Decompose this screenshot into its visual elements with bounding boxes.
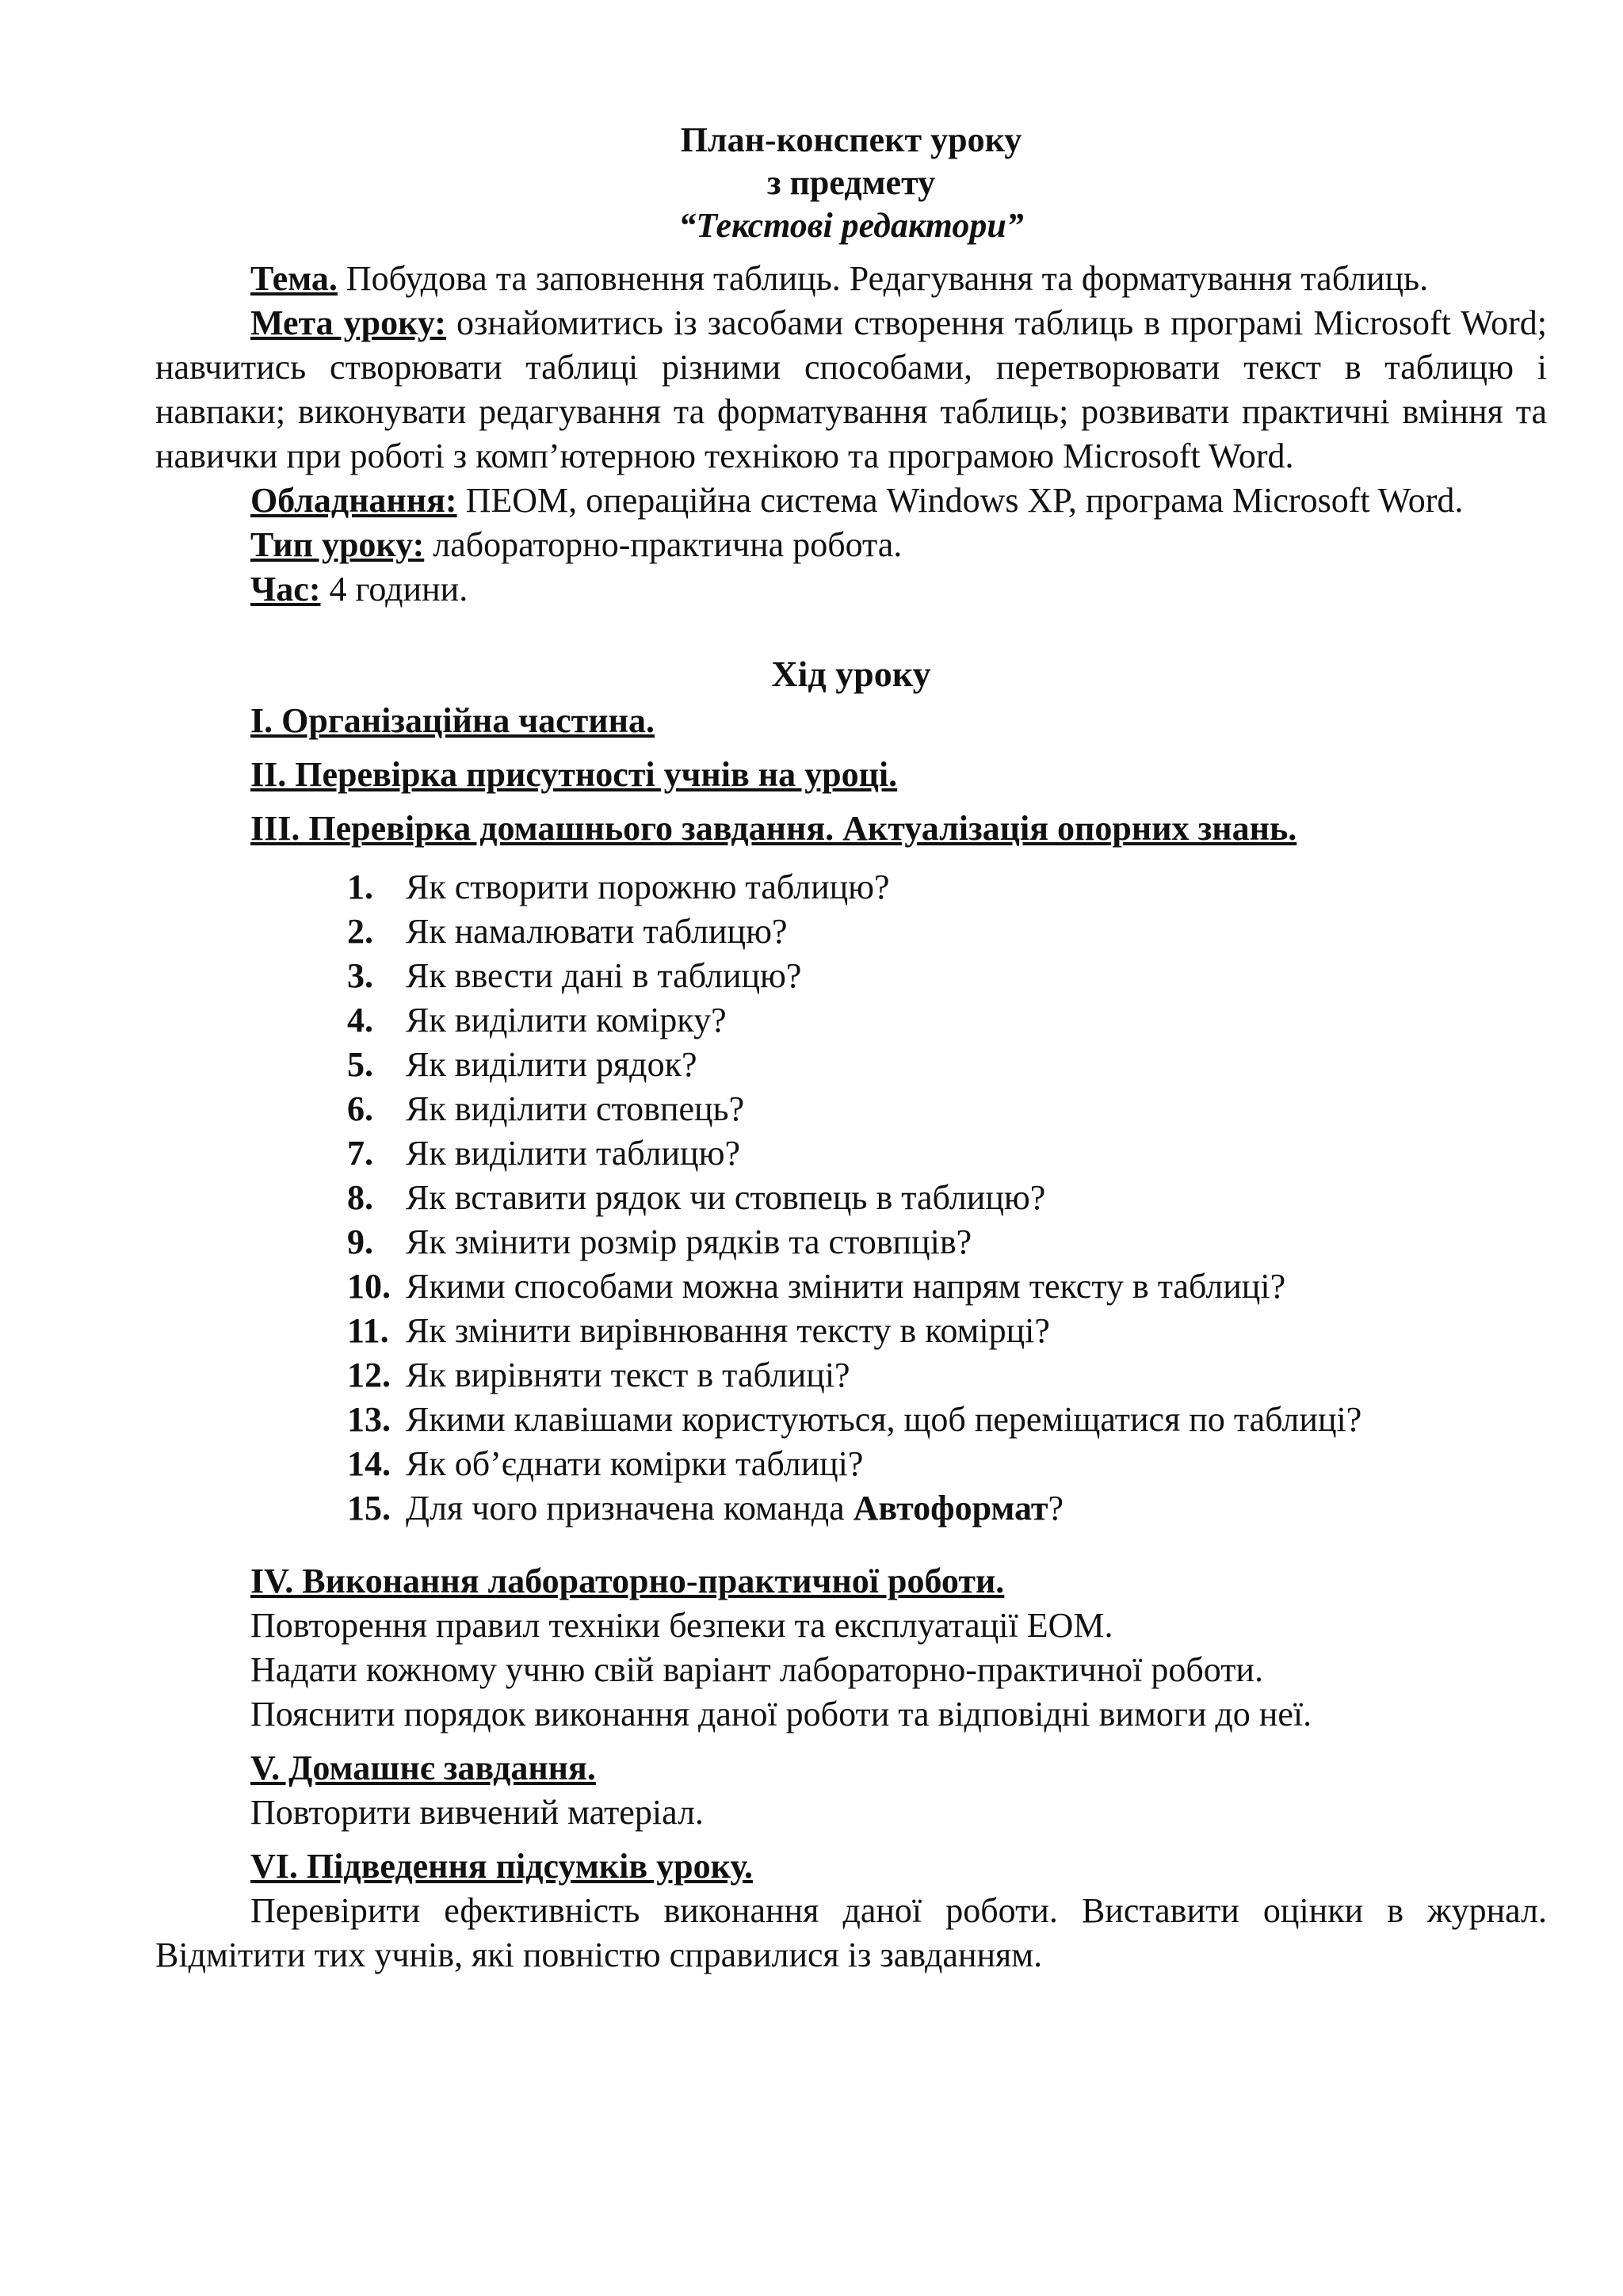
question-text: Як змінити вирівнювання тексту в комірці? (406, 1311, 1050, 1350)
goal-label: Мета уроку: (250, 303, 446, 342)
question-text: Якими способами можна змінити напрям тексту в таблиці? (406, 1267, 1286, 1306)
question-text: Як виділити таблицю? (406, 1134, 740, 1173)
question-item (155, 1442, 1547, 1486)
question-bold-term: Автоформат (853, 1489, 1048, 1527)
question-number: 6. (347, 1089, 373, 1128)
questions-list (155, 865, 1547, 1531)
question-text: Як виділити рядок? (406, 1045, 697, 1084)
goal-paragraph (155, 301, 1547, 479)
question-number: 2. (347, 912, 373, 951)
question-number: 7. (347, 1134, 373, 1173)
document-title (155, 119, 1547, 247)
question-item (155, 1486, 1547, 1531)
goal-text: ознайомитись із засобами створення таблиць в програмі Microsoft Word; навчитись створювати таблиці різними способами, перетворювати текст в таблицю і навпаки; виконувати редагування та форматування таблиць; розвивати практичні вміння та навички при роботі з комп’ютерною технікою та програмою Microsoft Word. (155, 303, 1547, 475)
question-number: 4. (347, 1001, 373, 1039)
lab-line-1: Повторення правил техніки безпеки та експлуатації ЕОМ. (250, 1606, 1113, 1645)
section-4-heading: IV. Виконання лабораторно-практичної роботи. (250, 1562, 1005, 1600)
time-text: 4 години. (320, 570, 468, 608)
lab-line-3: Пояснити порядок виконання даної роботи та відповідні вимоги до неї. (250, 1695, 1312, 1733)
section-6-heading: VI. Підведення підсумків уроку. (250, 1847, 753, 1886)
section-5-heading: V. Домашнє завдання. (250, 1749, 596, 1787)
question-item (155, 1353, 1547, 1398)
question-text: Як створити порожню таблицю? (406, 868, 890, 906)
question-item (155, 1176, 1547, 1220)
topic-label: Тема. (250, 259, 338, 298)
type-text: лабораторно-практична робота. (424, 525, 903, 564)
question-text: Як виділити стовпець? (406, 1089, 745, 1128)
question-text: Як змінити розмір рядків та стовпців? (406, 1222, 972, 1261)
question-number: 8. (347, 1178, 373, 1217)
question-number: 10. (347, 1267, 391, 1306)
question-number: 15. (347, 1489, 391, 1527)
title-line-2: з предмету (766, 163, 936, 202)
question-number: 11. (347, 1311, 389, 1350)
title-line-3: “Текстові редактори” (678, 206, 1024, 245)
question-number: 13. (347, 1400, 391, 1439)
section-1-heading: I. Організаційна частина. (250, 701, 655, 740)
question-item (155, 1220, 1547, 1264)
time-label: Час: (250, 570, 321, 608)
question-text: Як ввести дані в таблицю? (406, 956, 802, 995)
question-number: 5. (347, 1045, 373, 1084)
document-page (155, 119, 1547, 1978)
question-text: Як виділити комірку? (406, 1001, 727, 1039)
type-paragraph (155, 523, 1547, 567)
question-item (155, 1043, 1547, 1087)
question-number: 9. (347, 1222, 373, 1261)
question-item (155, 1309, 1547, 1353)
equipment-label: Обладнання: (250, 481, 457, 520)
question-item (155, 1264, 1547, 1309)
question-item (155, 1087, 1547, 1131)
section-2-heading: II. Перевірка присутності учнів на уроці. (250, 755, 898, 794)
question-text-end: ? (1048, 1489, 1064, 1527)
question-number: 1. (347, 868, 373, 906)
question-text: Як намалювати таблицю? (406, 912, 788, 951)
question-number: 3. (347, 956, 373, 995)
type-label: Тип уроку: (250, 525, 425, 564)
summary-text: Перевірити ефективність виконання даної роботи. Виставити оцінки в журнал. Відмітити тих учнів, які повністю справилися із завданням. (155, 1891, 1547, 1974)
title-line-1: План-конспект уроку (680, 120, 1022, 159)
question-number: 12. (347, 1356, 391, 1394)
homework-text: Повторити вивчений матеріал. (250, 1793, 704, 1832)
topic-text: Побудова та заповнення таблиць. Редагування та форматування таблиць. (337, 259, 1429, 298)
topic-paragraph (155, 257, 1547, 301)
time-paragraph (155, 567, 1547, 612)
question-text: Як вставити рядок чи стовпець в таблицю? (406, 1178, 1046, 1217)
question-item (155, 954, 1547, 998)
question-text: Як вирівняти текст в таблиці? (406, 1356, 850, 1394)
question-number: 14. (347, 1444, 391, 1483)
equipment-paragraph (155, 479, 1547, 523)
lab-line-2: Надати кожному учню свій варіант лабораторно-практичної роботи. (250, 1650, 1263, 1689)
question-item (155, 1398, 1547, 1442)
question-item (155, 910, 1547, 954)
course-title: Хід уроку (771, 654, 931, 694)
question-item (155, 865, 1547, 910)
question-text: Якими клавішами користуються, щоб переміщатися по таблиці? (406, 1400, 1362, 1439)
question-item (155, 998, 1547, 1043)
section-3-heading: III. Перевірка домашнього завдання. Актуалізація опорних знань. (250, 809, 1297, 848)
question-item (155, 1131, 1547, 1176)
equipment-text: ПЕОМ, операційна система Windows XP, програма Microsoft Word. (456, 481, 1464, 520)
question-text: Для чого призначена команда (406, 1489, 854, 1527)
question-text: Як об’єднати комірки таблиці? (406, 1444, 864, 1483)
